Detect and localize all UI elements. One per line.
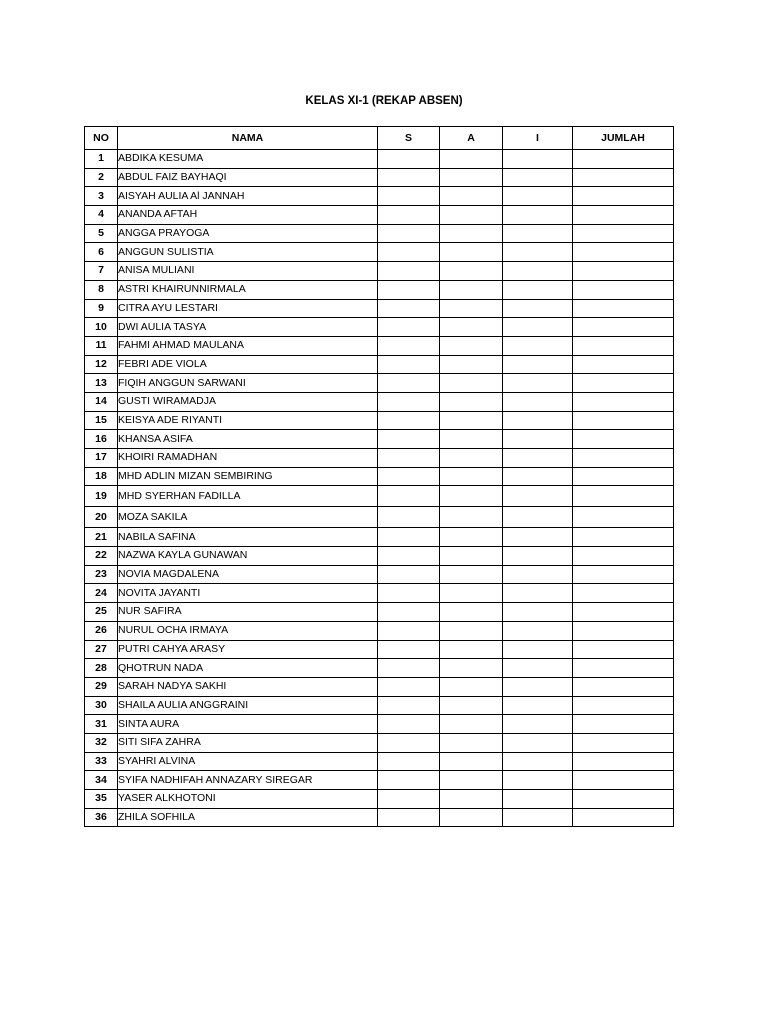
row-number: 31: [85, 715, 118, 734]
s-cell: [378, 206, 440, 225]
i-cell: [503, 243, 573, 262]
student-name: NOVITA JAYANTI: [118, 584, 378, 603]
a-cell: [440, 392, 503, 411]
student-name: KHOIRI RAMADHAN: [118, 449, 378, 468]
s-cell: [378, 374, 440, 393]
table-row: [85, 790, 674, 809]
student-name: SITI SIFA ZAHRA: [118, 733, 378, 752]
row-number: 17: [85, 449, 118, 468]
a-cell: [440, 430, 503, 449]
student-name: SYAHRI ALVINA: [118, 752, 378, 771]
a-cell: [440, 206, 503, 225]
student-name: PUTRI CAHYA ARASY: [118, 640, 378, 659]
jumlah-cell: [573, 808, 674, 827]
i-cell: [503, 486, 573, 507]
jumlah-cell: [573, 603, 674, 622]
s-cell: [378, 150, 440, 169]
a-cell: [440, 449, 503, 468]
student-name: FEBRI ADE VIOLA: [118, 355, 378, 374]
s-cell: [378, 467, 440, 486]
jumlah-cell: [573, 733, 674, 752]
student-name: NUR SAFIRA: [118, 603, 378, 622]
table-row: [85, 243, 674, 262]
row-number: 15: [85, 411, 118, 430]
i-cell: [503, 790, 573, 809]
table-row: [85, 150, 674, 169]
table-row: [85, 771, 674, 790]
row-number: 3: [85, 187, 118, 206]
a-cell: [440, 150, 503, 169]
a-cell: [440, 507, 503, 528]
a-cell: [440, 733, 503, 752]
jumlah-cell: [573, 243, 674, 262]
row-number: 1: [85, 150, 118, 169]
i-cell: [503, 696, 573, 715]
row-number: 19: [85, 486, 118, 507]
table-row: [85, 280, 674, 299]
table-row: [85, 168, 674, 187]
row-number: 21: [85, 528, 118, 547]
s-cell: [378, 430, 440, 449]
s-cell: [378, 355, 440, 374]
student-name: ANANDA AFTAH: [118, 206, 378, 225]
table-row: [85, 808, 674, 827]
s-cell: [378, 771, 440, 790]
row-number: 8: [85, 280, 118, 299]
i-cell: [503, 584, 573, 603]
table-row: [85, 224, 674, 243]
jumlah-cell: [573, 430, 674, 449]
column-header-i: I: [503, 127, 573, 150]
i-cell: [503, 336, 573, 355]
a-cell: [440, 640, 503, 659]
table-row: [85, 374, 674, 393]
a-cell: [440, 411, 503, 430]
s-cell: [378, 584, 440, 603]
i-cell: [503, 411, 573, 430]
table-row: [85, 336, 674, 355]
student-name: KHANSA ASIFA: [118, 430, 378, 449]
jumlah-cell: [573, 150, 674, 169]
i-cell: [503, 280, 573, 299]
row-number: 12: [85, 355, 118, 374]
row-number: 27: [85, 640, 118, 659]
jumlah-cell: [573, 262, 674, 281]
a-cell: [440, 336, 503, 355]
a-cell: [440, 790, 503, 809]
jumlah-cell: [573, 206, 674, 225]
jumlah-cell: [573, 771, 674, 790]
student-name: NURUL OCHA IRMAYA: [118, 621, 378, 640]
table-row: [85, 547, 674, 566]
jumlah-cell: [573, 565, 674, 584]
s-cell: [378, 696, 440, 715]
s-cell: [378, 449, 440, 468]
student-name: MHD SYERHAN FADILLA: [118, 486, 378, 507]
table-row: [85, 206, 674, 225]
jumlah-cell: [573, 299, 674, 318]
row-number: 20: [85, 507, 118, 528]
table-row: [85, 733, 674, 752]
i-cell: [503, 187, 573, 206]
s-cell: [378, 224, 440, 243]
column-header-a: A: [440, 127, 503, 150]
student-name: SYIFA NADHIFAH ANNAZARY SIREGAR: [118, 771, 378, 790]
i-cell: [503, 621, 573, 640]
a-cell: [440, 584, 503, 603]
i-cell: [503, 374, 573, 393]
i-cell: [503, 640, 573, 659]
row-number: 2: [85, 168, 118, 187]
i-cell: [503, 449, 573, 468]
column-header-nama: NAMA: [118, 127, 378, 150]
s-cell: [378, 262, 440, 281]
a-cell: [440, 280, 503, 299]
i-cell: [503, 752, 573, 771]
student-name: MOZA SAKILA: [118, 507, 378, 528]
row-number: 9: [85, 299, 118, 318]
table-row: [85, 430, 674, 449]
s-cell: [378, 659, 440, 678]
jumlah-cell: [573, 449, 674, 468]
jumlah-cell: [573, 528, 674, 547]
table-row: [85, 528, 674, 547]
a-cell: [440, 603, 503, 622]
i-cell: [503, 507, 573, 528]
a-cell: [440, 168, 503, 187]
row-number: 23: [85, 565, 118, 584]
s-cell: [378, 715, 440, 734]
s-cell: [378, 677, 440, 696]
s-cell: [378, 603, 440, 622]
jumlah-cell: [573, 187, 674, 206]
student-name: YASER ALKHOTONI: [118, 790, 378, 809]
row-number: 29: [85, 677, 118, 696]
a-cell: [440, 715, 503, 734]
i-cell: [503, 262, 573, 281]
jumlah-cell: [573, 677, 674, 696]
a-cell: [440, 659, 503, 678]
i-cell: [503, 355, 573, 374]
student-name: SARAH NADYA SAKHI: [118, 677, 378, 696]
i-cell: [503, 150, 573, 169]
student-name: ABDUL FAIZ BAYHAQI: [118, 168, 378, 187]
i-cell: [503, 677, 573, 696]
row-number: 4: [85, 206, 118, 225]
s-cell: [378, 640, 440, 659]
table-row: [85, 392, 674, 411]
table-row: [85, 507, 674, 528]
row-number: 26: [85, 621, 118, 640]
i-cell: [503, 659, 573, 678]
s-cell: [378, 565, 440, 584]
i-cell: [503, 299, 573, 318]
student-name: ZHILA SOFHILA: [118, 808, 378, 827]
table-body: [85, 150, 674, 827]
jumlah-cell: [573, 696, 674, 715]
table-row: [85, 449, 674, 468]
a-cell: [440, 486, 503, 507]
row-number: 16: [85, 430, 118, 449]
column-header-no: NO: [85, 127, 118, 150]
i-cell: [503, 528, 573, 547]
i-cell: [503, 565, 573, 584]
s-cell: [378, 392, 440, 411]
jumlah-cell: [573, 486, 674, 507]
a-cell: [440, 262, 503, 281]
i-cell: [503, 733, 573, 752]
row-number: 10: [85, 318, 118, 337]
row-number: 11: [85, 336, 118, 355]
row-number: 25: [85, 603, 118, 622]
jumlah-cell: [573, 640, 674, 659]
s-cell: [378, 280, 440, 299]
jumlah-cell: [573, 280, 674, 299]
a-cell: [440, 355, 503, 374]
table-row: [85, 603, 674, 622]
jumlah-cell: [573, 715, 674, 734]
jumlah-cell: [573, 374, 674, 393]
s-cell: [378, 318, 440, 337]
i-cell: [503, 547, 573, 566]
jumlah-cell: [573, 752, 674, 771]
column-header-s: S: [378, 127, 440, 150]
student-name: KEISYA ADE RIYANTI: [118, 411, 378, 430]
row-number: 35: [85, 790, 118, 809]
jumlah-cell: [573, 318, 674, 337]
student-name: FIQIH ANGGUN SARWANI: [118, 374, 378, 393]
table-row: [85, 752, 674, 771]
a-cell: [440, 547, 503, 566]
table-row: [85, 486, 674, 507]
a-cell: [440, 467, 503, 486]
row-number: 6: [85, 243, 118, 262]
jumlah-cell: [573, 507, 674, 528]
jumlah-cell: [573, 621, 674, 640]
row-number: 28: [85, 659, 118, 678]
i-cell: [503, 224, 573, 243]
s-cell: [378, 507, 440, 528]
a-cell: [440, 565, 503, 584]
i-cell: [503, 808, 573, 827]
student-name: QHOTRUN NADA: [118, 659, 378, 678]
jumlah-cell: [573, 224, 674, 243]
table-row: [85, 355, 674, 374]
column-header-jumlah: JUMLAH: [573, 127, 674, 150]
table-row: [85, 318, 674, 337]
a-cell: [440, 187, 503, 206]
s-cell: [378, 733, 440, 752]
table-row: [85, 262, 674, 281]
page-title: KELAS XI-1 (REKAP ABSEN): [305, 95, 463, 107]
table-row: [85, 640, 674, 659]
s-cell: [378, 411, 440, 430]
a-cell: [440, 299, 503, 318]
s-cell: [378, 243, 440, 262]
row-number: 30: [85, 696, 118, 715]
student-name: GUSTI WIRAMADJA: [118, 392, 378, 411]
i-cell: [503, 603, 573, 622]
s-cell: [378, 168, 440, 187]
s-cell: [378, 621, 440, 640]
row-number: 24: [85, 584, 118, 603]
table-row: [85, 299, 674, 318]
row-number: 13: [85, 374, 118, 393]
student-name: ASTRI KHAIRUNNIRMALA: [118, 280, 378, 299]
row-number: 34: [85, 771, 118, 790]
a-cell: [440, 243, 503, 262]
jumlah-cell: [573, 467, 674, 486]
student-name: FAHMI AHMAD MAULANA: [118, 336, 378, 355]
student-name: ANGGUN SULISTIA: [118, 243, 378, 262]
i-cell: [503, 771, 573, 790]
a-cell: [440, 696, 503, 715]
i-cell: [503, 715, 573, 734]
student-name: DWI AULIA TASYA: [118, 318, 378, 337]
student-name: ANGGA PRAYOGA: [118, 224, 378, 243]
jumlah-cell: [573, 547, 674, 566]
a-cell: [440, 374, 503, 393]
i-cell: [503, 392, 573, 411]
a-cell: [440, 771, 503, 790]
a-cell: [440, 528, 503, 547]
s-cell: [378, 299, 440, 318]
s-cell: [378, 752, 440, 771]
i-cell: [503, 430, 573, 449]
table-row: [85, 621, 674, 640]
row-number: 33: [85, 752, 118, 771]
table-row: [85, 677, 674, 696]
s-cell: [378, 790, 440, 809]
student-name: NAZWA KAYLA GUNAWAN: [118, 547, 378, 566]
table-row: [85, 467, 674, 486]
jumlah-cell: [573, 355, 674, 374]
a-cell: [440, 677, 503, 696]
i-cell: [503, 467, 573, 486]
student-name: AISYAH AULIA Al JANNAH: [118, 187, 378, 206]
table-row: [85, 696, 674, 715]
i-cell: [503, 206, 573, 225]
a-cell: [440, 808, 503, 827]
jumlah-cell: [573, 168, 674, 187]
row-number: 18: [85, 467, 118, 486]
s-cell: [378, 528, 440, 547]
student-name: NOVIA MAGDALENA: [118, 565, 378, 584]
student-name: ABDIKA KESUMA: [118, 150, 378, 169]
row-number: 22: [85, 547, 118, 566]
table-row: [85, 411, 674, 430]
table-row: [85, 659, 674, 678]
s-cell: [378, 486, 440, 507]
student-name: SINTA AURA: [118, 715, 378, 734]
table-row: [85, 187, 674, 206]
jumlah-cell: [573, 584, 674, 603]
jumlah-cell: [573, 411, 674, 430]
student-name: ANISA MULIANI: [118, 262, 378, 281]
student-name: NABILA SAFINA: [118, 528, 378, 547]
jumlah-cell: [573, 392, 674, 411]
student-name: SHAILA AULIA ANGGRAINI: [118, 696, 378, 715]
a-cell: [440, 224, 503, 243]
i-cell: [503, 168, 573, 187]
a-cell: [440, 318, 503, 337]
s-cell: [378, 547, 440, 566]
row-number: 5: [85, 224, 118, 243]
student-name: MHD ADLIN MIZAN SEMBIRING: [118, 467, 378, 486]
row-number: 32: [85, 733, 118, 752]
table-row: [85, 565, 674, 584]
i-cell: [503, 318, 573, 337]
jumlah-cell: [573, 659, 674, 678]
table-row: [85, 584, 674, 603]
table-header-row: [85, 127, 674, 150]
row-number: 14: [85, 392, 118, 411]
row-number: 36: [85, 808, 118, 827]
s-cell: [378, 808, 440, 827]
a-cell: [440, 621, 503, 640]
s-cell: [378, 336, 440, 355]
a-cell: [440, 752, 503, 771]
student-name: CITRA AYU LESTARI: [118, 299, 378, 318]
table-row: [85, 715, 674, 734]
jumlah-cell: [573, 790, 674, 809]
row-number: 7: [85, 262, 118, 281]
jumlah-cell: [573, 336, 674, 355]
s-cell: [378, 187, 440, 206]
attendance-table: [84, 126, 674, 827]
